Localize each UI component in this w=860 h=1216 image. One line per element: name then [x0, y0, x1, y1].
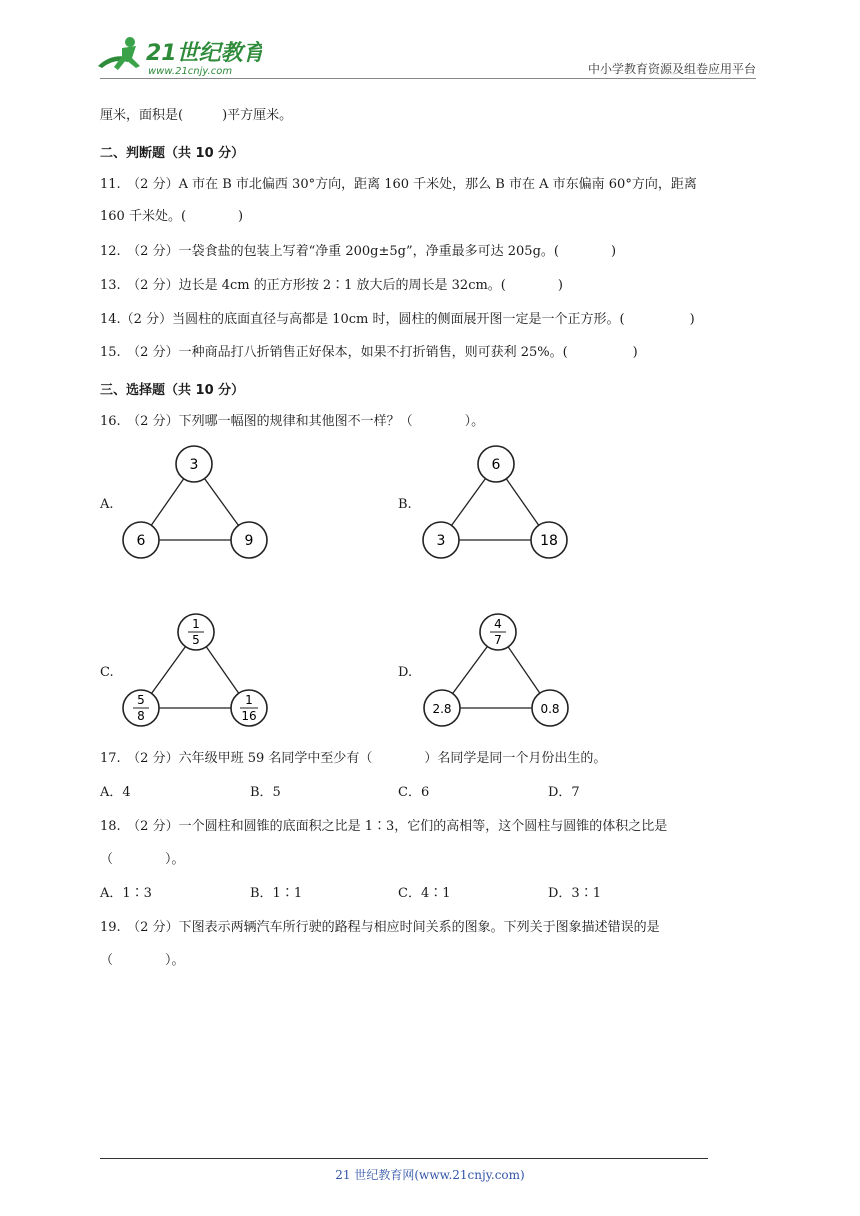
figure-a-right-value: 9 [244, 533, 254, 549]
figure-d-top-numerator: 4 [494, 617, 502, 631]
figure-a-label: A. [100, 497, 114, 512]
figure-c-left-denominator: 8 [137, 709, 145, 723]
figure-b-label: B. [398, 497, 412, 512]
logo-url: www.21cnjy.com [148, 66, 233, 77]
figure-c-label: C. [100, 665, 114, 680]
section-judgement-heading: 二、判断题（共 10 分） [100, 146, 245, 161]
q17-question: 17. （2 分）六年级甲班 59 名同学中至少有（ ）名同学是同一个月份出生的。 [100, 751, 607, 766]
figure-c-triangle [112, 608, 282, 738]
figure-c-right-numerator: 1 [245, 693, 253, 707]
figure-d-left-value: 2.8 [432, 702, 452, 716]
q18-question-line2: （ ）。 [100, 852, 185, 867]
figure-b-triangle [410, 440, 580, 570]
q18-option-a: A．1∶3 [100, 886, 152, 901]
footer-divider [100, 1158, 708, 1159]
figure-a-left-value: 6 [136, 533, 146, 549]
q12: 12. （2 分）一袋食盐的包装上写着“净重 200g±5g”，净重最多可达 205g。( ) [100, 244, 617, 259]
q11-line1: 11. （2 分）A 市在 B 市北偏西 30°方向，距离 160 千米处，那么 B 市在 A 市东偏南 60°方向，距离 [100, 177, 697, 192]
figure-b-right-value: 18 [540, 533, 558, 549]
q13: 13. （2 分）边长是 4cm 的正方形按 2∶1 放大后的周长是 32cm。( ) [100, 278, 563, 293]
runner-logo-icon [92, 32, 262, 78]
section-choice-heading: 三、选择题（共 10 分） [100, 383, 245, 398]
figure-c-top-denominator: 5 [192, 633, 200, 647]
figure-d-label: D. [398, 665, 413, 680]
figure-b-left-value: 3 [436, 533, 446, 549]
q10-continuation: 厘米，面积是( )平方厘米。 [100, 108, 293, 123]
logo-text: 21世纪教育 [146, 41, 262, 66]
q15: 15. （2 分）一种商品打八折销售正好保本，如果不打折销售，则可获利 25%。( ) [100, 345, 638, 360]
q18-option-d: D．3∶1 [548, 886, 601, 901]
q14: 14.（2 分）当圆柱的底面直径与高都是 10cm 时，圆柱的侧面展开图一定是一个正方形。( ) [100, 312, 695, 327]
q11-line2: 160 千米处。( ) [100, 209, 244, 224]
q18-option-c: C．4∶1 [398, 886, 451, 901]
q17-option-c: C．6 [398, 785, 430, 800]
header-platform-text: 中小学教育资源及组卷应用平台 [587, 62, 756, 76]
figure-c-right-denominator: 16 [241, 709, 257, 723]
figure-b-top-value: 6 [491, 457, 501, 473]
q18-question-line1: 18. （2 分）一个圆柱和圆锥的底面积之比是 1∶3，它们的高相等，这个圆柱与圆锥的体积之比是 [100, 819, 668, 834]
figure-a-triangle [112, 440, 282, 570]
q19-question-line2: （ ）。 [100, 953, 185, 968]
q18-option-b: B．1∶1 [250, 886, 303, 901]
figure-a-top-value: 3 [189, 457, 199, 473]
q17-option-b: B．5 [250, 785, 281, 800]
figure-c-top-numerator: 1 [192, 617, 200, 631]
q19-question-line1: 19. （2 分）下图表示两辆汽车所行驶的路程与相应时间关系的图象。下列关于图象描述错误的是 [100, 920, 660, 935]
q17-option-d: D．7 [548, 785, 580, 800]
q17-option-a: A．4 [100, 785, 131, 800]
figure-d-right-value: 0.8 [540, 702, 560, 716]
figure-d-top-denominator: 7 [494, 633, 502, 647]
figure-c-left-numerator: 5 [137, 693, 145, 707]
footer-link[interactable]: 21 世纪教育网(www.21cnjy.com) [335, 1168, 525, 1182]
site-logo [92, 32, 262, 78]
q16-question: 16. （2 分）下列哪一幅图的规律和其他图不一样？（ ）。 [100, 414, 485, 429]
header-divider [100, 78, 756, 79]
figure-d-triangle [410, 608, 580, 738]
